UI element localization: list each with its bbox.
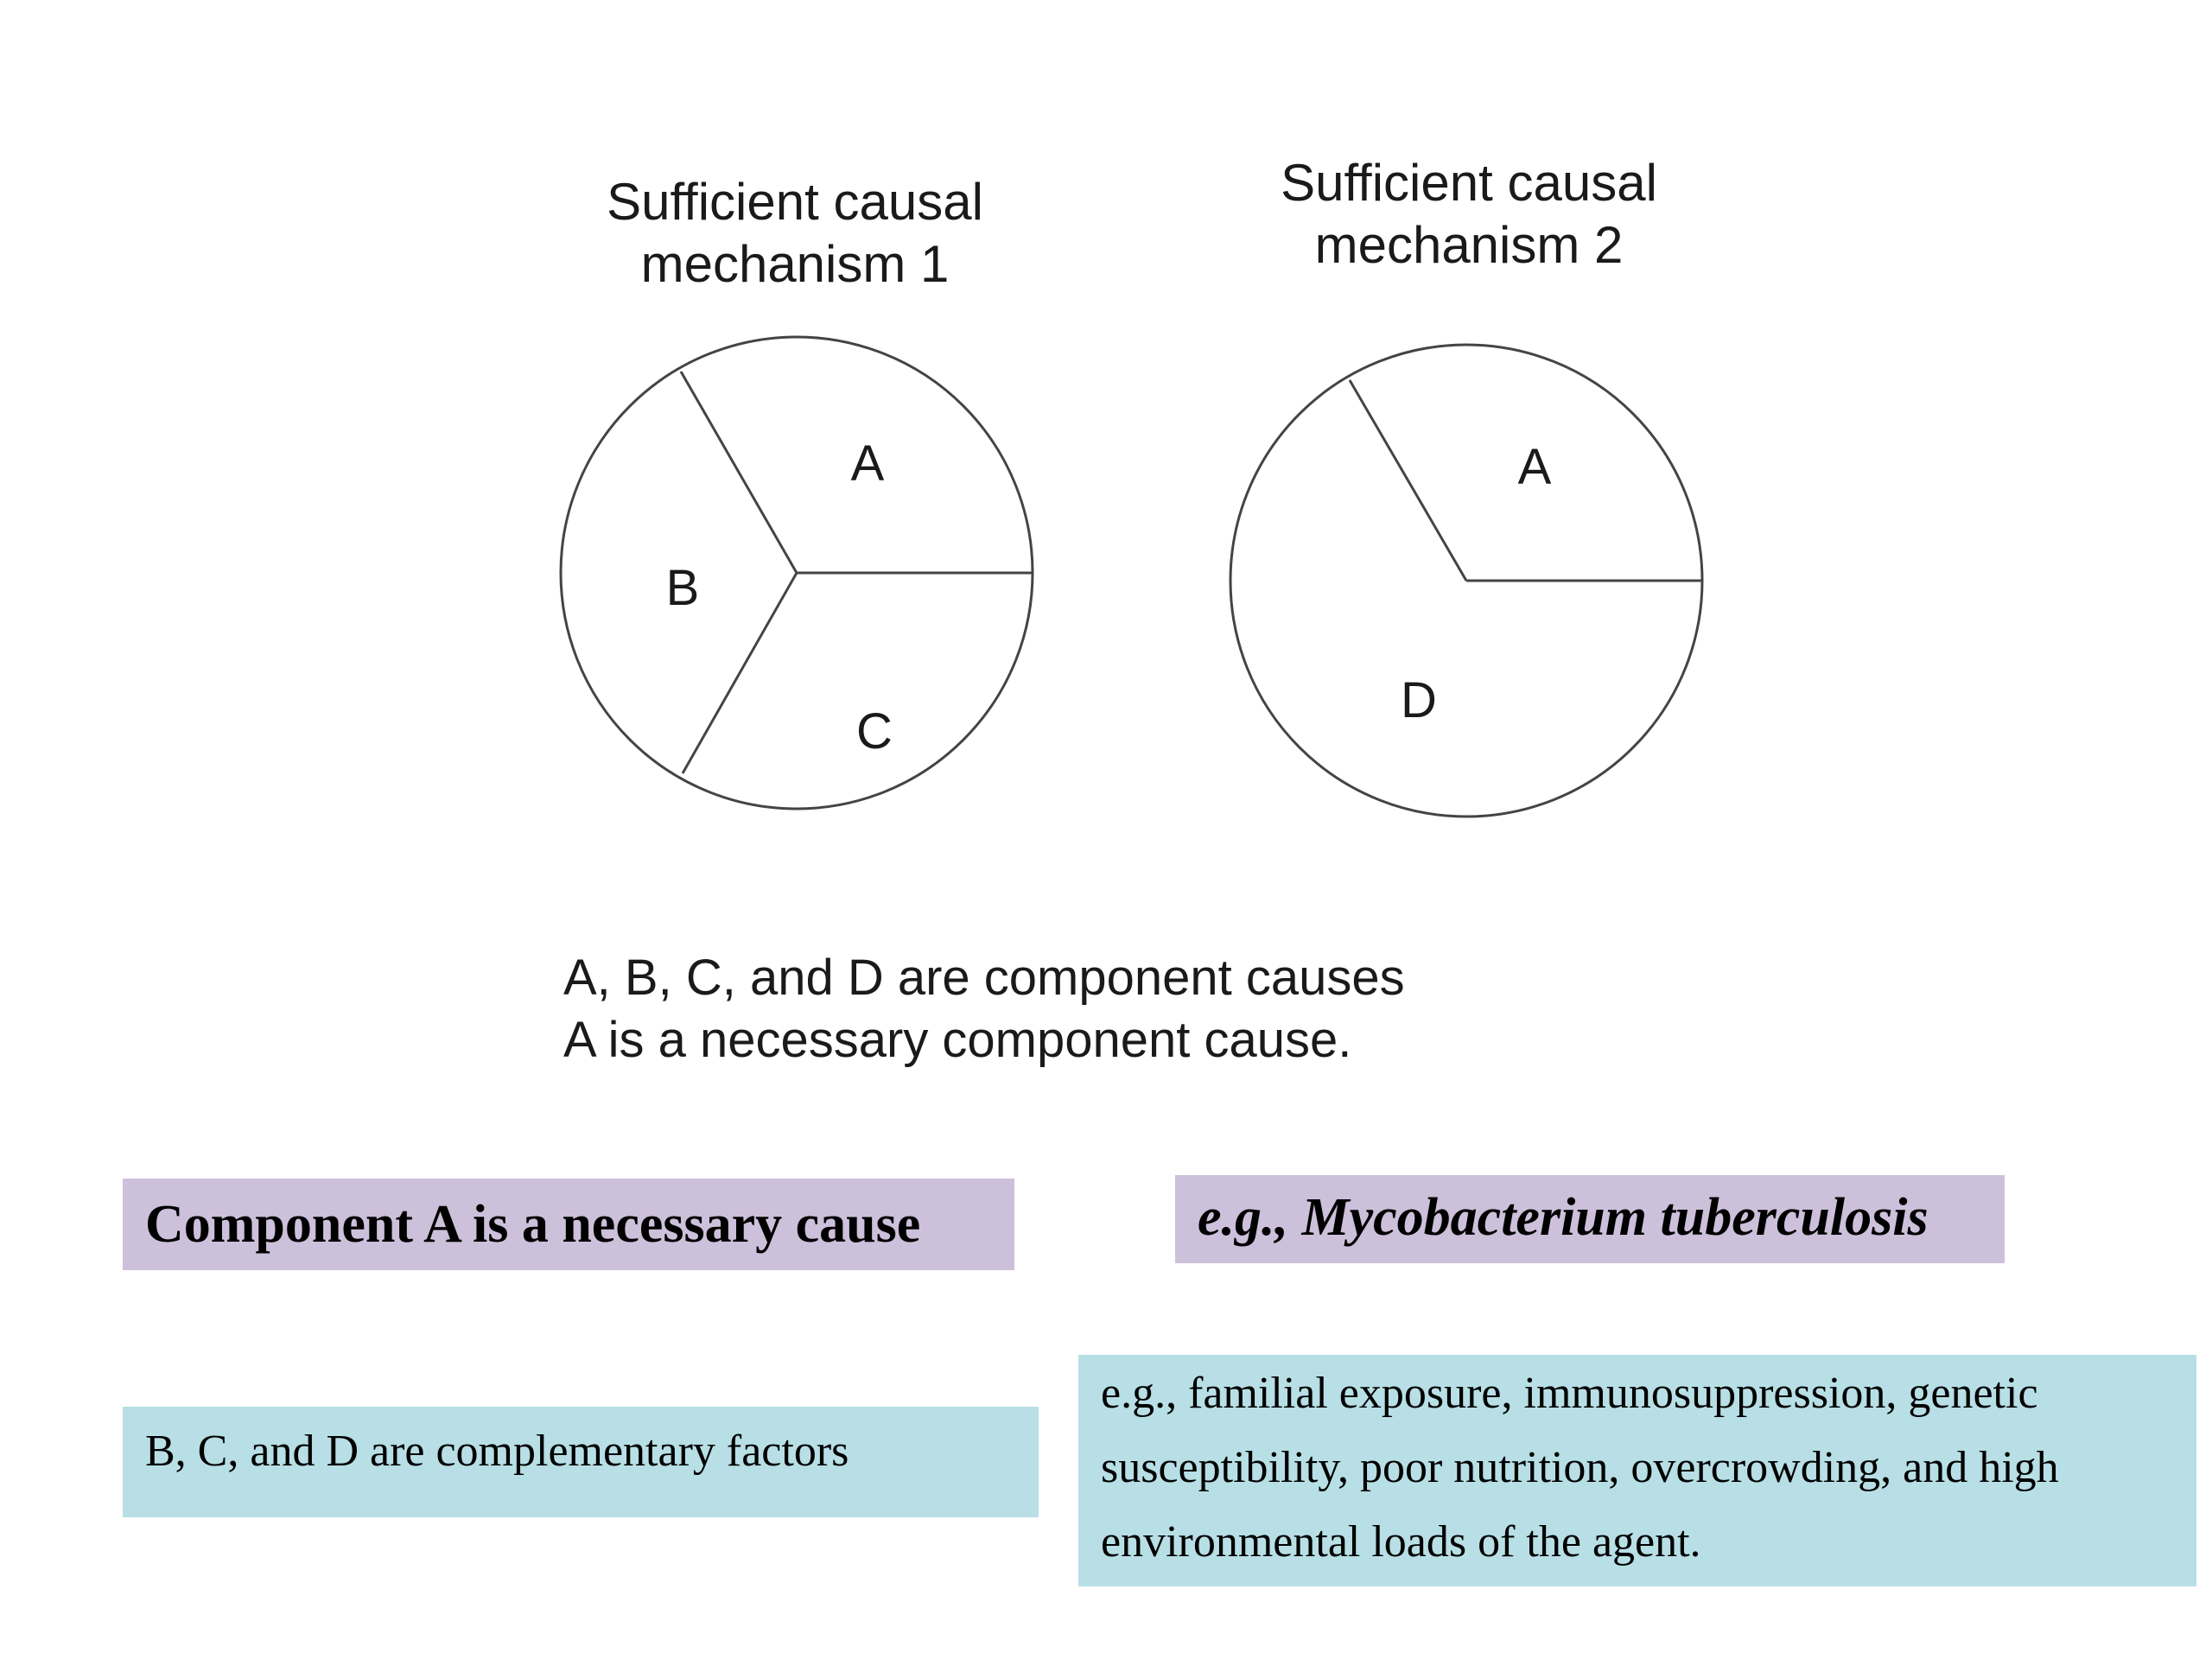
example-factors-line-3: environmental loads of the agent. [1101, 1517, 1701, 1567]
pie-1-slice-c-label: C [856, 703, 893, 760]
necessary-cause-box: Component A is a necessary cause [123, 1179, 1014, 1270]
pie-1-slice-a-label: A [850, 435, 885, 492]
caption-line-2: A is a necessary component cause. [563, 1012, 1352, 1068]
pie-2 [1230, 345, 1702, 817]
example-factors-line-2: susceptibility, poor nutrition, overcrowding, and high [1101, 1443, 2059, 1492]
pie-1 [561, 337, 1033, 809]
diagram-caption [563, 947, 1405, 1071]
pie-1-title-line-2: mechanism 1 [640, 235, 950, 293]
pie-1-title-line-1: Sufficient causal [607, 173, 983, 231]
pie-1-divider-lower [683, 573, 797, 773]
pie-2-divider-upper [1350, 380, 1466, 581]
caption-line-1: A, B, C, and D are component causes [563, 950, 1405, 1006]
pie-1-divider-upper [681, 372, 797, 573]
pie-2-slice-a-label: A [1517, 439, 1552, 495]
example-factors-line-1: e.g., familial exposure, immunosuppression, genetic [1101, 1369, 2038, 1418]
pie-2-slice-d-label: D [1401, 672, 1437, 728]
pie-2-title-line-1: Sufficient causal [1281, 154, 1657, 212]
example-factors-box [1078, 1355, 2196, 1586]
complementary-factors-box: B, C, and D are complementary factors [123, 1407, 1039, 1517]
pie-2-title-line-2: mechanism 2 [1314, 216, 1624, 274]
example-agent-box: e.g., Mycobacterium tuberculosis [1175, 1175, 2005, 1263]
pie-1-slice-b-label: B [665, 560, 700, 616]
